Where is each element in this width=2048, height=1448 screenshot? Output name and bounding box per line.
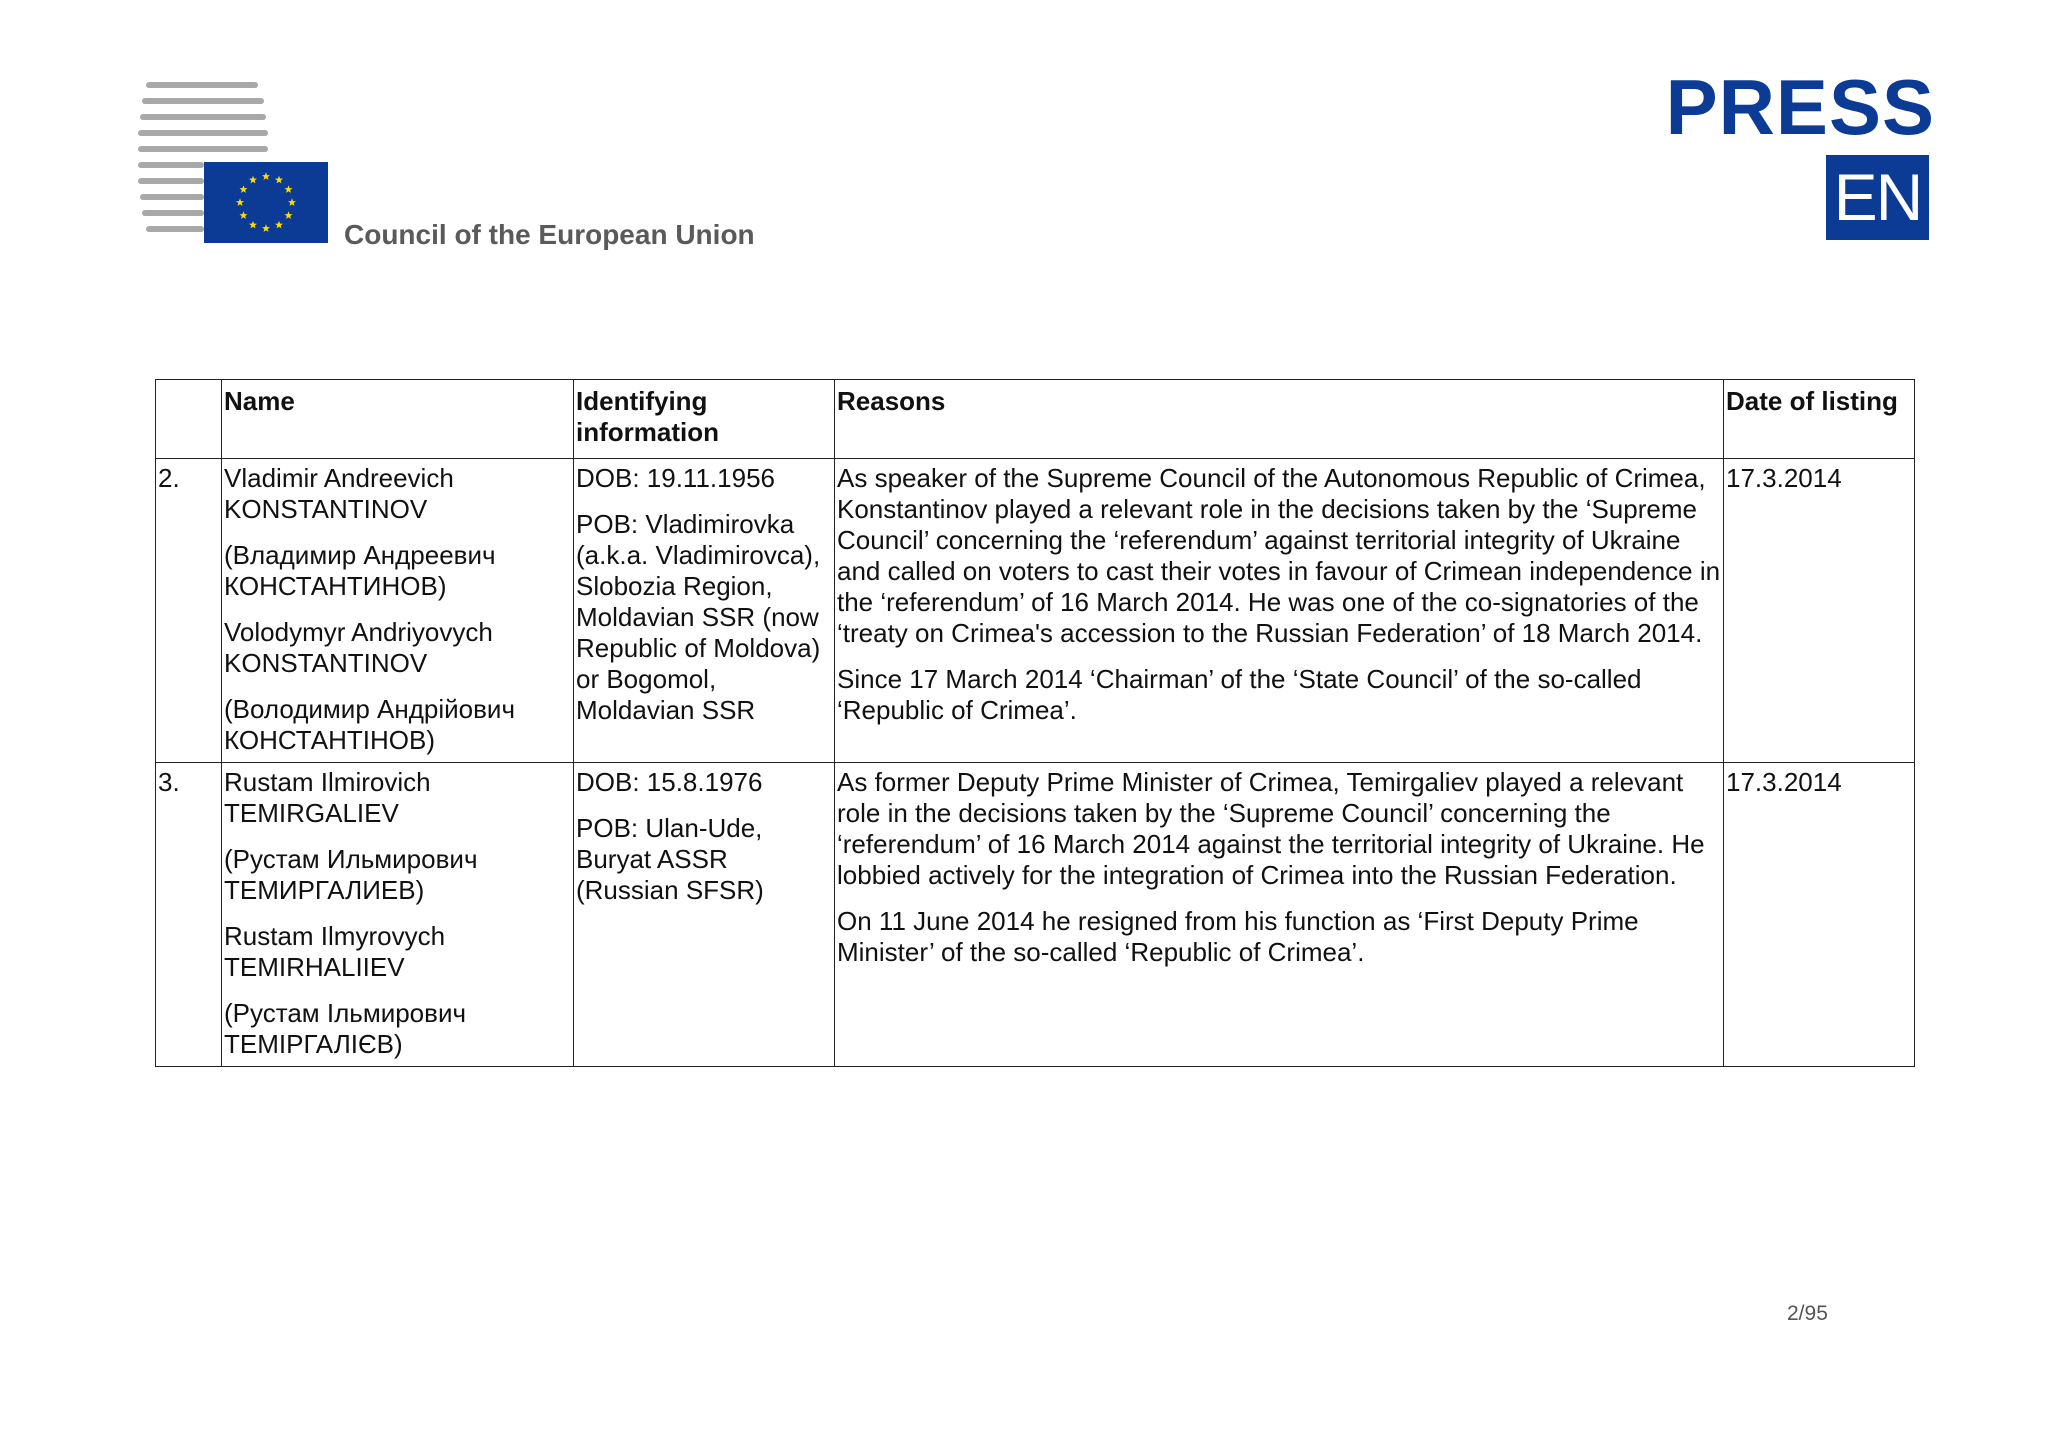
reason-paragraph: On 11 June 2014 he resigned from his function as ‘First Deputy Prime Minister’ of the so-called ‘Republic of Crimea’. [837,906,1639,967]
place-of-birth: POB: Ulan-Ude, Buryat ASSR (Russian SFSR) [576,813,764,905]
reason-paragraph: As speaker of the Supreme Council of the Autonomous Republic of Crimea, Konstantinov played a relevant role in the decisions taken by the ‘Supreme Council’ concerning the ‘referendum’ against territorial integrity of Ukraine and called on voters to cast their votes in favour of Crimean independence in the ‘referendum’ of 16 March 2014. He was one of the co-signatories of the ‘treaty on Crimea's accession to the Russian Federation’ of 18 March 2014. [837,463,1721,648]
name-cyrillic-russian: (Владимир Андреевич КОНСТАНТИНОВ) [224,540,496,601]
column-header-name: Name [222,380,574,459]
entry-reasons [835,459,1724,763]
column-header-number [156,380,222,459]
name-cyrillic-russian: (Рустам Ильмирович ТЕМИРГАЛИЕВ) [224,844,478,905]
entry-number: 2. [156,459,222,763]
place-of-birth: POB: Vladimirovka (a.k.a. Vladimirovca), Slobozia Region, Moldavian SSR (now Republic of Moldova) or Bogomol, Moldavian SSR [576,509,821,725]
reason-paragraph: As former Deputy Prime Minister of Crimea, Temirgaliev played a relevant role in the decisions taken by the ‘Supreme Council’ concerning the ‘referendum’ of 16 March 2014 against the territorial integrity of Ukraine. He lobbied actively for the integration of Crimea into the Russian Federation. [837,767,1705,890]
entry-reasons [835,763,1724,1067]
date-of-birth: DOB: 19.11.1956 [576,463,775,493]
entry-date-of-listing: 17.3.2014 [1724,459,1915,763]
column-header-reasons: Reasons [835,380,1724,459]
press-label: PRESS [1665,63,1935,151]
column-header-identifying-information: Identifying information [574,380,835,459]
reason-paragraph: Since 17 March 2014 ‘Chairman’ of the ‘State Council’ of the so-called ‘Republic of Crimea’. [837,664,1642,725]
date-of-birth: DOB: 15.8.1976 [576,767,763,797]
name-cyrillic-ukrainian: (Рустам Ільмирович ТЕМІРГАЛІЄВ) [224,998,467,1059]
organization-name: Council of the European Union [344,219,755,250]
entry-names [222,763,574,1067]
sanctions-table [155,379,1915,1067]
column-header-date-of-listing: Date of listing [1724,380,1915,459]
name-latin: Rustam Ilmirovich TEMIRGALIEV [224,767,431,828]
table-header-row [156,380,1915,459]
entry-identifying-information [574,459,835,763]
name-latin-ukrainian: Volodymyr Andriyovych KONSTANTINOV [224,617,493,678]
page-number: 2/95 [1787,1302,1828,1325]
entry-names [222,459,574,763]
name-latin-ukrainian: Rustam Ilmyrovych TEMIRHALIIEV [224,921,446,982]
entry-identifying-information [574,763,835,1067]
table-row [156,763,1915,1067]
name-cyrillic-ukrainian: (Володимир Андрійович КОНСТАНТІНОВ) [224,694,515,755]
entry-date-of-listing: 17.3.2014 [1724,763,1915,1067]
table-row [156,459,1915,763]
name-latin: Vladimir Andreevich KONSTANTINOV [224,463,454,524]
council-logo-icon [138,80,338,248]
entry-number: 3. [156,763,222,1067]
language-badge: EN [1826,155,1929,240]
